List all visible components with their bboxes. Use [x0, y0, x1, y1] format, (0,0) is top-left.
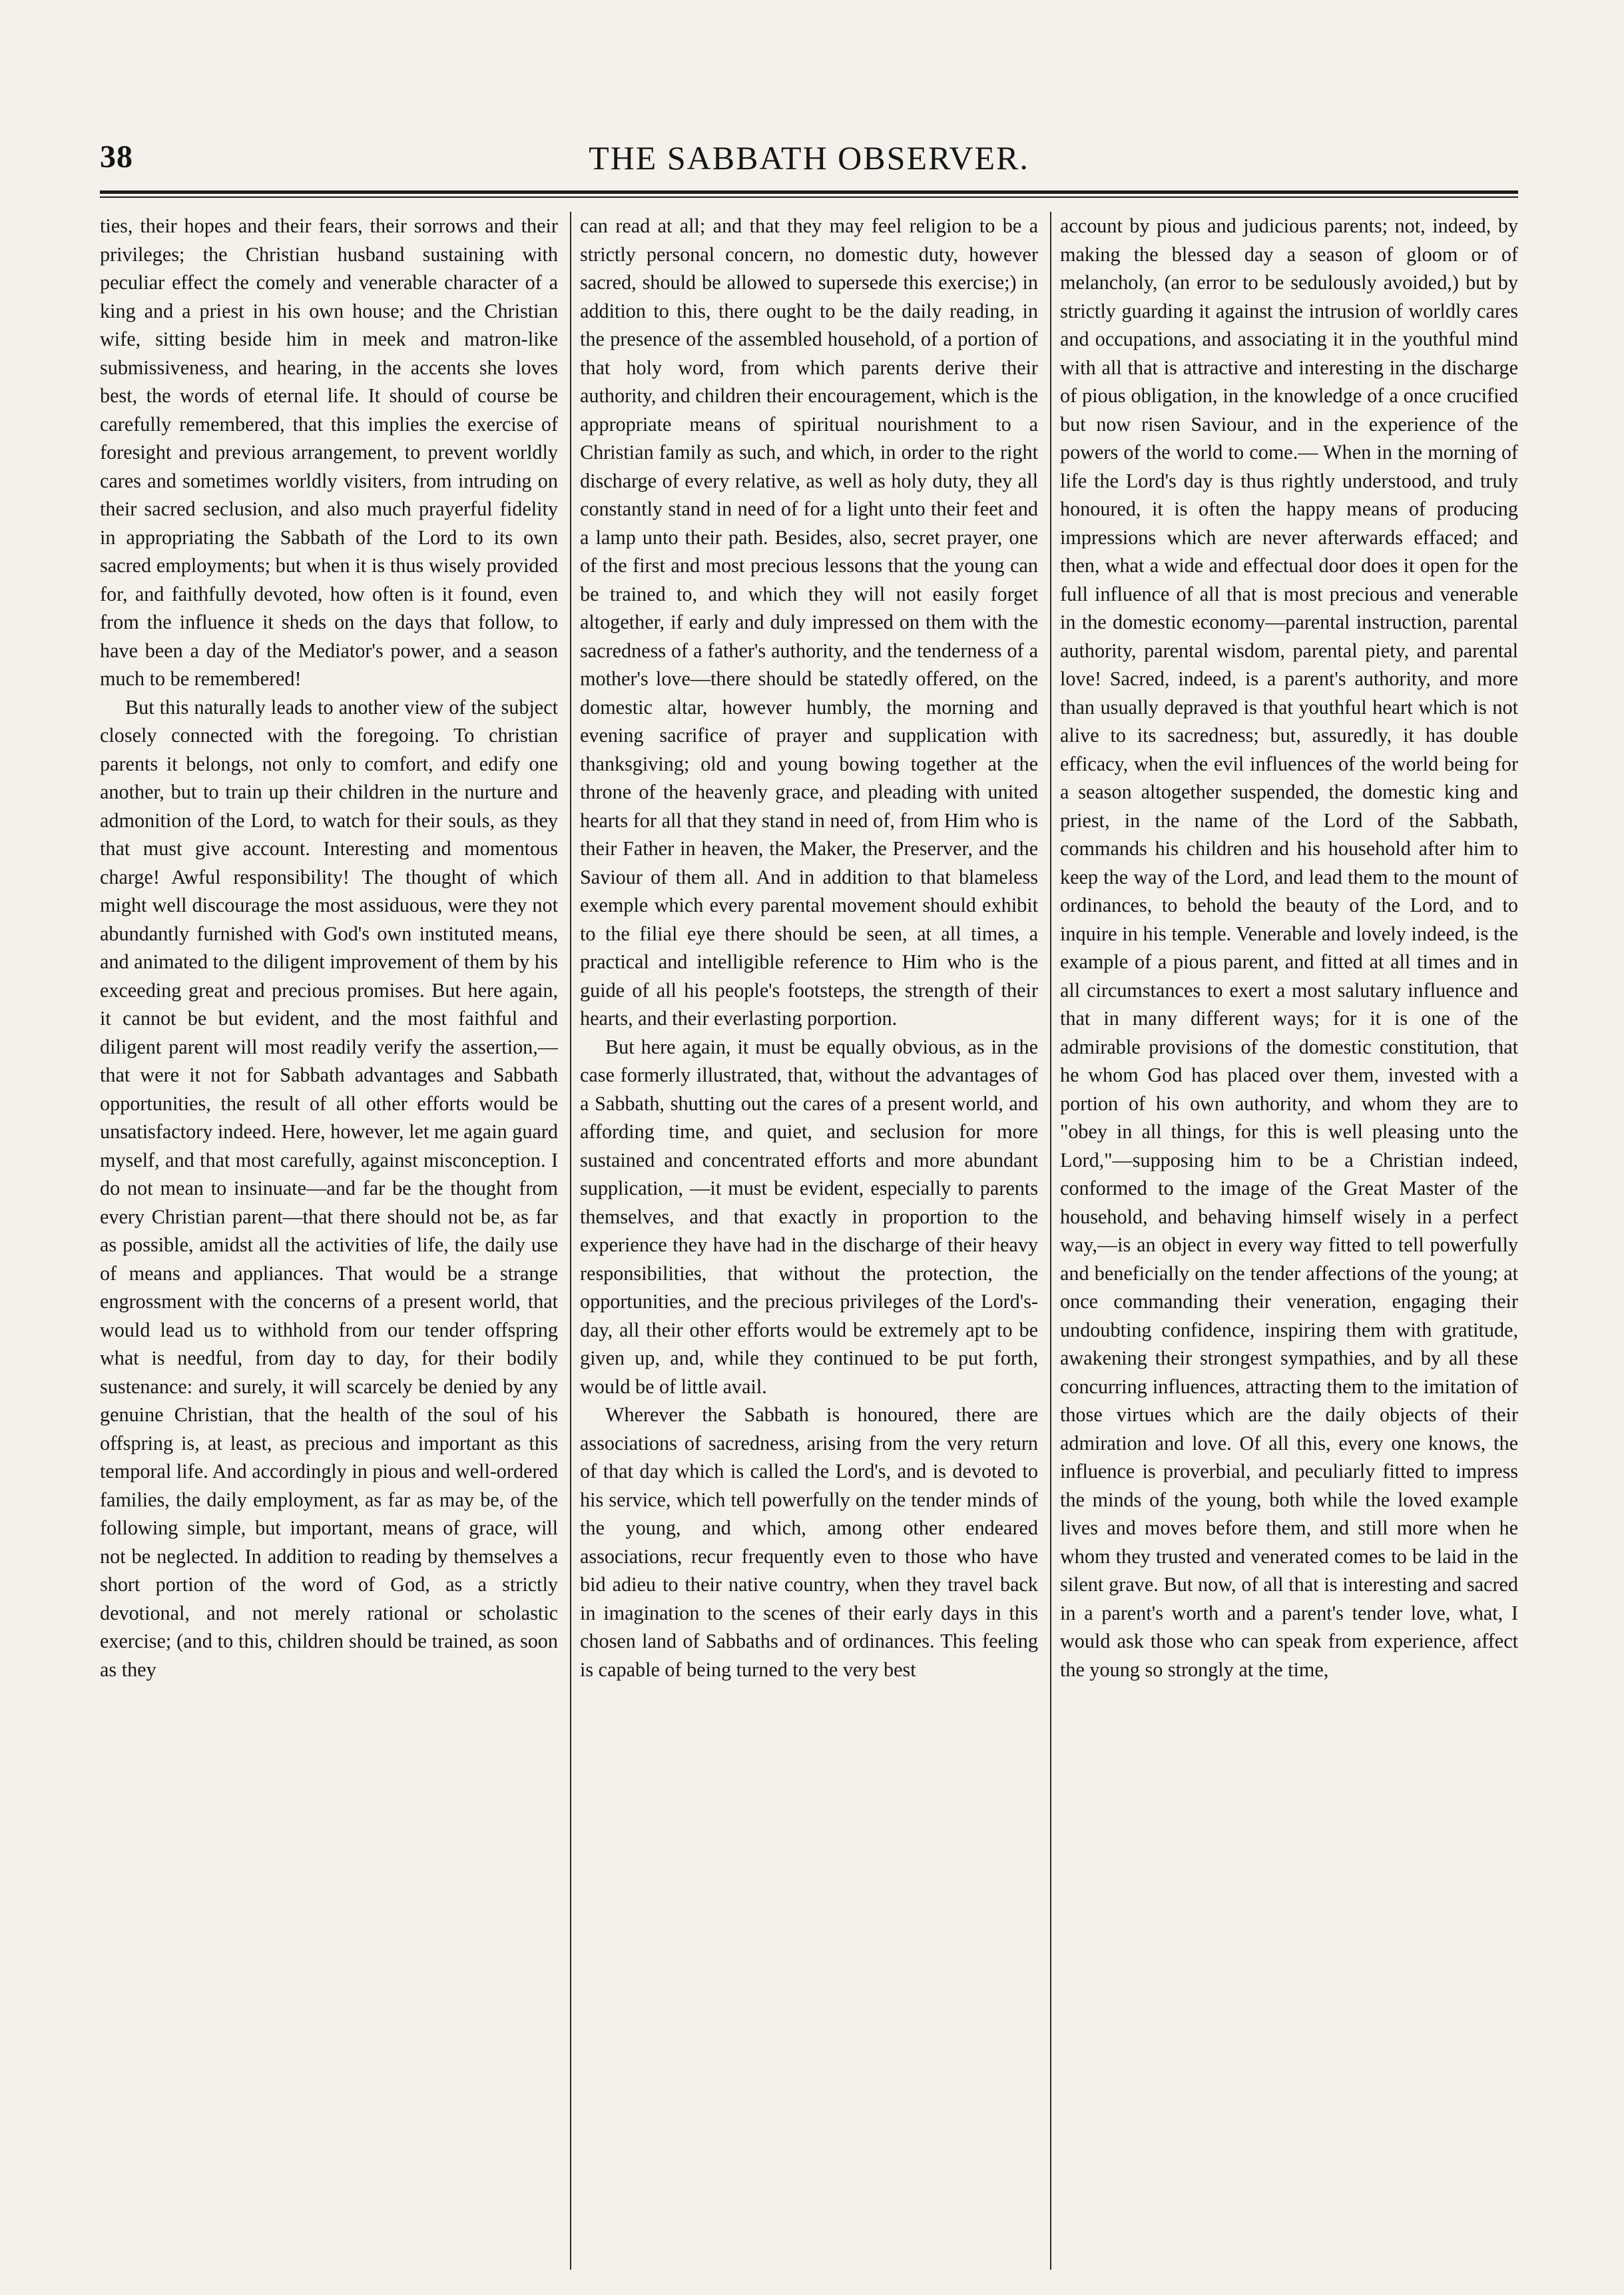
column-divider — [1050, 212, 1051, 2270]
page-number: 38 — [100, 139, 133, 174]
header-rule — [100, 190, 1518, 200]
paragraph: ties, their hopes and their fears, their sorrows and their privileges; the Christian husband sustaining with peculiar effect the comely and venerable character of a king and a priest in his own house; and the Christian wife, sitting beside him in meek and matron-like submissiveness, and hearing, in the accents she loves best, the words of eternal life. It should of course be carefully remembered, that this implies the exercise of foresight and previous arrangement, to prevent worldly cares and sometimes worldly visiters, from intruding on their sacred seclusion, and also much prayerful fidelity in appropriating the Sabbath of the Lord to its own sacred employments; but when it is thus wisely provided for, and faithfully devoted, how often is it found, even from the influence it sheds on the days that follow, to have been a day of the Mediator's power, and a season much to be remembered! — [100, 214, 558, 690]
page-header — [100, 139, 1518, 185]
paragraph: account by pious and judicious parents; not, indeed, by making the blessed day a season of gloom or of melancholy, (an error to be sedulously avoided,) but by strictly guarding it against the intrusion of worldly cares and occupations, and associating it in the youthful mind with all that is attractive and interesting in the discharge of pious obligation, in the knowledge of a once crucified but now risen Saviour, and in the experience of the powers of the world to come.— When in the morning of life the Lord's day is thus rightly understood, and truly honoured, it is often the happy means of producing impressions which are never afterwards effaced; and then, what a wide and effectual door does it open for the full influence of all that is most precious and venerable in the domestic economy—parental instruction, parental authority, parental wisdom, parental piety, and parental love! Sacred, indeed, is a parent's authority, and more than usually depraved is that youthful heart which is not alive to its sacredness; but, assuredly, it has double efficacy, when the evil influences of the world being for a season altogether suspended, the domestic king and priest, in the name of the Lord of the Sabbath, commands his children and his household after him to keep the way of the Lord, and lead them to the mount of ordinances, to behold the beauty of the Lord, and to inquire in his temple. Venerable and lovely indeed, is the example of a pious parent, and fitted at all times and in all circumstances to exert a most salutary influence and that in many different ways; for it is one of the admirable provisions of the domestic constitution, that he whom God has placed over them, invested with a portion of his own authority, and whom they are to "obey in all things, for this is well pleasing unto the Lord,"—supposing him to be a Christian indeed, conformed to the image of the Great Master of the household, and behaving himself wisely in a perfect way,—is an object in every way fitted to tell powerfully and beneficially on the tender affections of the young; at once commanding their veneration, engaging their undoubting confidence, inspiring them with gratitude, awakening their strongest sympathies, and by all these concurring influences, attracting them to the imitation of those virtues which are the daily objects of their admiration and love. Of all this, every one knows, the influence is proverbial, and peculiarly fitted to impress the minds of the young, both while the loved example lives and moves before them, and still more when he whom they trusted and venerated comes to be laid in the silent grave. But now, of all that is interesting and sacred in a parent's worth and a parent's tender love, what, I would ask those who can speak from experience, affect the young so strongly at the time, — [1060, 214, 1518, 1681]
header-rule-thick — [100, 190, 1518, 194]
column-3 — [1060, 212, 1518, 2270]
header-rule-thin — [100, 196, 1518, 198]
column-divider — [570, 212, 571, 2270]
masthead-title: THE SABBATH OBSERVER. — [589, 139, 1029, 176]
paragraph: Wherever the Sabbath is honoured, there are associations of sacredness, arising from the very return of that day which is called the Lord's, and is devoted to his service, which tell powerfully on the tender minds of the young, and which, among other endeared associations, recur frequently even to those who have bid adieu to their native country, when they travel back in imagination to the scenes of their early days in this chosen land of Sabbaths and of ordinances. This feeling is capable of being turned to the very best — [580, 1403, 1038, 1681]
newspaper-page — [100, 139, 1518, 1681]
paragraph: can read at all; and that they may feel religion to be a strictly personal concern, no domestic duty, however sacred, should be allowed to supersede this exercise;) in addition to this, there ought to be the daily reading, in the presence of the assembled household, of a portion of that holy word, from which parents derive their authority, and children their encouragement, which is the appropriate means of spiritual nourishment to a Christian family as such, and which, in order to the right discharge of every relative, as well as holy duty, they all constantly stand in need of for a light unto their feet and a lamp unto their path. Besides, also, secret prayer, one of the first and most precious lessons that the young can be trained to, and which they will not easily forget altogether, if early and duly impressed on them with the sacredness of a father's authority, and the tenderness of a mother's love—there should be statedly offered, on the domestic altar, however humbly, the morning and evening sacrifice of prayer and supplication with thanksgiving; old and young bowing together at the throne of the heavenly grace, and pleading with united hearts for all that they stand in need of, from Him who is their Father in heaven, the Maker, the Preserver, and the Saviour of them all. And in addition to that blameless exemple which every parental movement should exhibit to the filial eye there should be seen, at all times, a practical and intelligible reference to Him who is the guide of all his people's footsteps, the strength of their hearts, and their everlasting porportion. — [580, 214, 1038, 1030]
column-1 — [100, 212, 558, 2270]
column-2 — [580, 212, 1038, 2270]
text-columns — [100, 212, 1518, 2270]
paragraph: But here again, it must be equally obvious, as in the case formerly illustrated, that, without the advantages of a Sabbath, shutting out the cares of a present world, and affording time, and quiet, and seclusion for more sustained and concentrated efforts and more abundant supplication, —it must be evident, especially to parents themselves, and that exactly in proportion to the experience they have had in the discharge of their heavy responsibilities, that without the protection, the opportunities, and the precious privileges of the Lord's-day, all their other efforts would be extremely apt to be given up, and, while they continued to be put forth, would be of little avail. — [580, 1035, 1038, 1398]
paragraph: But this naturally leads to another view of the subject closely connected with the foregoing. To christian parents it belongs, not only to comfort, and edify one another, but to train up their children in the nurture and admonition of the Lord, to watch for their souls, as they that must give account. Interesting and momentous charge! Awful responsibility! The thought of which might well discourage the most assiduous, were they not abundantly furnished with God's own instituted means, and animated to the diligent improvement of them by his exceeding great and precious promises. But here again, it cannot be but evident, and the most faithful and diligent parent will most readily verify the assertion,—that were it not for Sabbath advantages and Sabbath opportunities, the result of all other efforts would be unsatisfactory indeed. Here, however, let me again guard myself, and that most carefully, against misconception. I do not mean to insinuate—and far be the thought from every Christian parent—that there should not be, as far as possible, amidst all the activities of life, the daily use of means and appliances. That would be a strange engrossment with the concerns of a present world, that would lead us to withhold from our tender offspring what is needful, from day to day, for their bodily sustenance: and surely, it will scarcely be denied by any genuine Christian, that the health of the soul of his offspring is, at least, as precious and important as this temporal life. And accordingly in pious and well-ordered families, the daily employment, as far as may be, of the following simple, but important, means of grace, will not be neglected. In addition to reading by themselves a short portion of the word of God, as a strictly devotional, and not merely rational or scholastic exercise; (and to this, children should be trained, as soon as they — [100, 695, 558, 1681]
